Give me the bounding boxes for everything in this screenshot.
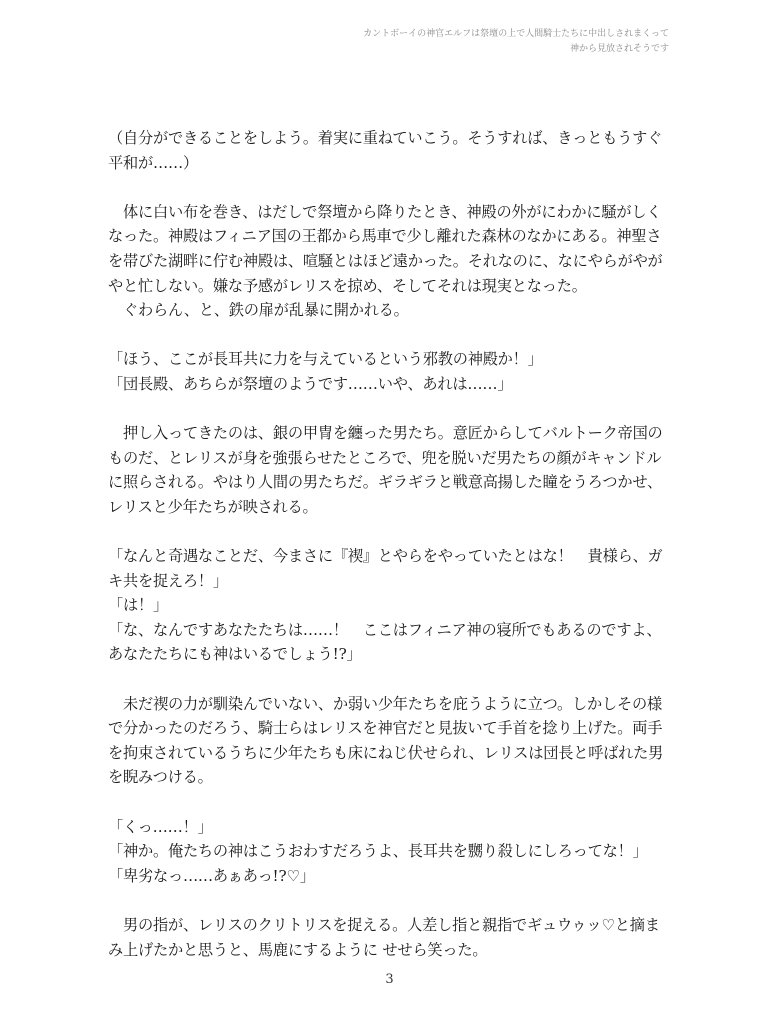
paragraph: 未だ禊の力が馴染んでいない、か弱い少年たちを庇うように立つ。しかしその様で分かったのだろう、騎士らはレリスを神官だと見抜いて手首を捻り上げた。両手を拘束されているうちに少年たちも床にねじ伏せられ、レリスは団長と呼ばれた男を睨みつける。 [108,694,664,787]
paragraph: 「ほう、ここが長耳共に力を与えているという邪教の神殿か！」 [108,350,543,369]
paragraph: 体に白い布を巻き、はだしで祭壇から降りたとき、神殿の外がにわかに騒がしくなった。神殿はフィニア国の王都から馬車で少し離れた森林のなかにある。神聖さを帯びた湖畔に佇む神殿は、喧騒とはほど遠かった。それなのに、なにやらがやがやと忙しない。嫌な予感がレリスを掠め、そしてそれは現実となった。 [108,202,663,295]
blank-line [108,888,670,913]
paragraph: 押し入ってきたのは、銀の甲冑を纏った男たち。意匠からしてバルトーク帝国のものだ、とレリスが身を強張らせたところで、兜を脱いだ男たちの顔がキャンドルに照らされる。やはり人間の男たちだ。ギラギラと戦意高揚した瞳をうろつかせ、レリスと少年たちが映される。 [108,424,663,516]
blank-line [108,175,670,200]
paragraph: 「な、なんですあなたたちは……！ ここはフィニア神の寝所でもあるのですよ、あなたたちにも神はいるでしょう!?」 [108,620,662,664]
paragraph: 「団長殿、あちらが祭壇のようです……いや、あれは……」 [108,374,513,393]
running-header-line-1: カントボーイの神官エルフは祭壇の上で人間騎士たちに中出しされまくって [363,29,669,39]
paragraph: 「神か。俺たちの神はこうおわすだろうよ、長耳共を嬲り殺しにしろってな！」 [108,842,648,861]
paragraph: 「なんと奇遇なことだ、今まさに『禊』とやらをやっていたとはな！ 貴様ら、ガキ共を捉えろ！」 [108,547,663,590]
paragraph: ぐわらん、と、鉄の扉が乱暴に開かれる。 [108,301,409,320]
paragraph: 「は！」 [108,596,168,615]
blank-line [108,520,670,545]
blank-line [108,323,670,348]
blank-line [108,397,670,422]
paragraph: 「くっ……！」 [108,817,213,836]
page-number: 3 [385,972,394,987]
paragraph: 男の指が、レリスのクリトリスを捉える。人差し指と親指でギュウゥッ♡と摘まみ上げたかと思うと、馬鹿にするように せせら笑った。 [108,916,660,959]
body-text [108,126,670,962]
paragraph: （自分ができることをしよう。着実に重ねていこう。そうすれば、きっともうすぐ平和が……） [108,129,663,172]
blank-line [108,667,670,692]
running-header-line-2: 神から見放されそうです [569,44,669,54]
blank-line [108,790,670,815]
paragraph: 「卑劣なっ……あぁあっ!?♡」 [108,866,315,885]
running-header [363,27,669,57]
